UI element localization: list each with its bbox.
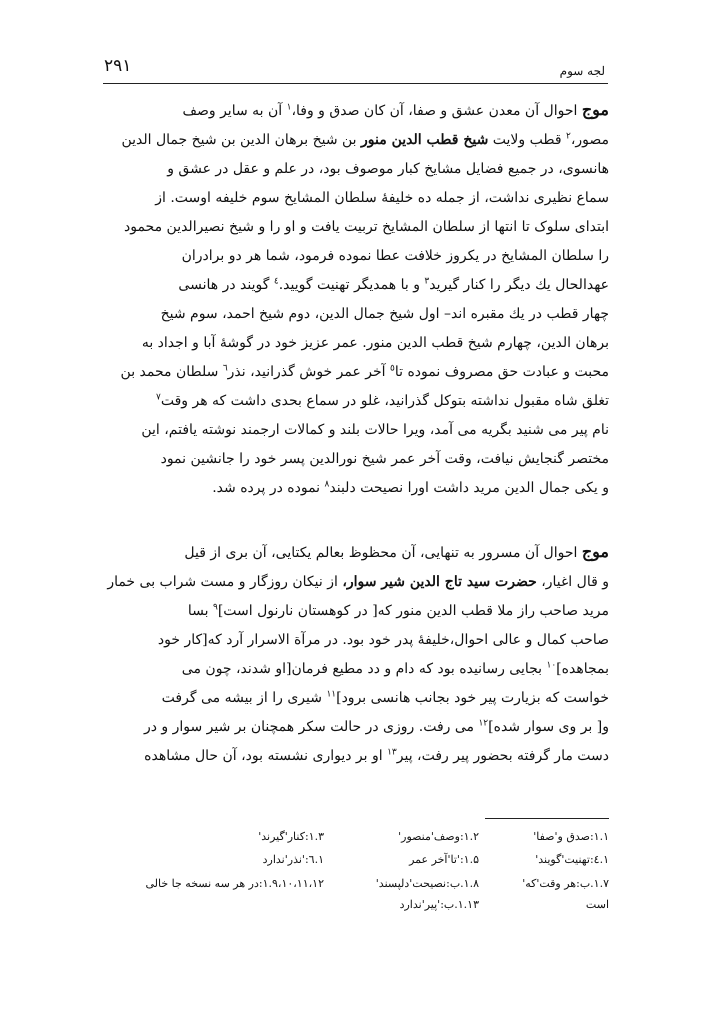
text-run: شیری را از بیشه می گرفت bbox=[161, 690, 327, 706]
text-run: دست مار گرفته بحضور پیر رفت، پیر bbox=[396, 748, 609, 764]
text-line bbox=[103, 416, 609, 445]
footnote-marker: ١١ bbox=[326, 689, 337, 700]
text-run: گویند در هانسی bbox=[178, 277, 274, 293]
footnote-entry: ۱.۲:وصف'منصور' bbox=[398, 830, 479, 843]
text-line bbox=[103, 329, 609, 358]
footnote-marker: ٤ bbox=[273, 276, 279, 287]
footnote-entry: ۱.۸.ب:نصیحت'دلپسند' bbox=[375, 877, 479, 890]
paragraph-2 bbox=[103, 537, 609, 771]
text-run: نام پیر می شنید بگریه می آمد، ویرا حالات بلند و کمالات ارجمند نوشته یافتم، این bbox=[141, 422, 609, 438]
footnote-entry: ۱.۹،۱۰،۱۱،۱۲:در هر سه نسخه جا خالی bbox=[145, 877, 324, 890]
text-run: سماع نظیری نداشت، از جمله ده خلیفهٔ سلطان المشایخ سوم خلیفه اوست. از bbox=[155, 190, 609, 206]
text-line bbox=[103, 95, 609, 126]
footnote-entry: ۱.۱۳.ب:'پیر'ندارد bbox=[399, 898, 479, 911]
text-run: احوال آن مسرور به تنهایی، آن محظوظ بعالم یکتایی، آن بری از قیل bbox=[184, 545, 582, 561]
footnote-row bbox=[103, 830, 609, 843]
text-line bbox=[103, 300, 609, 329]
text-line bbox=[103, 597, 609, 626]
text-run: عهدالحال یك دیگر را کنار گیرید bbox=[429, 277, 609, 293]
text-line bbox=[103, 713, 609, 742]
text-line bbox=[103, 474, 609, 503]
text-line bbox=[103, 655, 609, 684]
text-run: و یکی جمال الدین مرید داشت اورا نصیحت دلبند bbox=[329, 480, 609, 496]
paragraph-1 bbox=[103, 95, 609, 503]
text-run: قطب ولایت bbox=[488, 132, 566, 148]
footnote-marker: ٧ bbox=[155, 392, 161, 403]
text-line bbox=[103, 742, 609, 771]
text-run: آن به سایر وصف bbox=[182, 103, 287, 119]
footnote-entry: ۱.۵:'تا'آخر عمر bbox=[409, 853, 479, 866]
text-run: بجایی رسانیده بود که دام و دد مطیع فرمان[او شدند، چون می bbox=[181, 661, 547, 677]
footnote-marker: ١٢ bbox=[478, 718, 489, 729]
text-run: احوال آن معدن عشق و صفا، آن کان صدق و وفا، bbox=[291, 103, 582, 119]
text-run: چهار قطب در یك مقبره اند– اول شیخ جمال الدین، دوم شیخ احمد، سوم شیخ bbox=[160, 306, 609, 322]
text-run: مرید صاحب راز ملا قطب الدین منور که[ در کوهستان نارنول است] bbox=[217, 603, 609, 619]
footnote-entry: ۱.٦:'نذر'ندارد bbox=[262, 853, 324, 866]
text-run: آخر عمر خوش گذرانید، نذر bbox=[227, 364, 390, 380]
text-run: نموده در پرده شد. bbox=[212, 480, 325, 496]
footnote-row bbox=[103, 853, 609, 866]
text-run: و[ بر وی سوار شده] bbox=[488, 719, 609, 735]
section-keyword: موج bbox=[581, 542, 609, 561]
person-name: حضرت سید تاج الدین شیر سوار، bbox=[342, 574, 537, 590]
text-line bbox=[103, 537, 609, 568]
text-run: می رفت. روزی در حالت سکر همچنان بر شیر سوار و در bbox=[143, 719, 479, 735]
footnote-marker: ١٠ bbox=[546, 660, 557, 671]
footnote-entry: است bbox=[585, 898, 609, 911]
text-run: برهان الدین، چهارم شیخ قطب الدین منور. عمر عزیز خود در گوشهٔ آبا و اجداد به bbox=[141, 335, 609, 351]
text-line bbox=[103, 626, 609, 655]
text-line bbox=[103, 126, 609, 155]
text-run: بن شیخ برهان الدین بن شیخ جمال الدین bbox=[121, 132, 362, 148]
text-run: را سلطان المشایخ در یکروز خلافت عطا نموده فرمود، شما هر دو برادران bbox=[181, 248, 609, 264]
text-line bbox=[103, 184, 609, 213]
text-line bbox=[103, 568, 609, 597]
footnote-marker: ٢ bbox=[566, 131, 571, 142]
running-header: لجه سوم bbox=[559, 64, 605, 78]
text-run: ابتدای سلوک تا انتها از سلطان المشایخ تربیت یافت و او را و شیخ نصیرالدین محمود bbox=[123, 219, 609, 235]
footnote-marker: ٩ bbox=[212, 602, 218, 613]
text-run: بسا bbox=[187, 603, 213, 619]
text-line bbox=[103, 242, 609, 271]
footnote-marker: ١٣ bbox=[387, 747, 397, 758]
text-run: صاحب کمال و عالی احوال،خلیفهٔ پدر خود بود. در مرآة الاسرار آرد که[کار خود bbox=[157, 632, 609, 648]
text-run: محبت و عبادت حق مصروف نموده تا bbox=[394, 364, 609, 380]
text-run: مصور، bbox=[570, 132, 609, 148]
text-run: او بر دیواری نشسته بود، آن حال مشاهده bbox=[144, 748, 388, 764]
footnote-entry: ۱.۷.ب:هر وقت'که' bbox=[522, 877, 609, 890]
text-run: و قال اغیار، bbox=[536, 574, 609, 590]
footnote-marker: ١ bbox=[286, 102, 292, 113]
footnote-entry: ۱.۱:صدق و'صفا' bbox=[533, 830, 609, 843]
text-line bbox=[103, 213, 609, 242]
footnote-entry: ۱.٤:تهنیت'گویند' bbox=[535, 853, 609, 866]
footnote-marker: ٦ bbox=[222, 363, 228, 374]
text-line bbox=[103, 271, 609, 300]
header-rule bbox=[103, 83, 608, 84]
section-keyword: موج bbox=[581, 100, 609, 119]
text-run: مختصر گنجایش نیافت، وقت آخر عمر شیخ نورالدین پسر خود را جانشین نمود bbox=[160, 451, 609, 467]
text-run: خواست که بزیارت پیر خود بجانب هانسی برود] bbox=[336, 690, 609, 706]
footnote-rule bbox=[485, 818, 609, 819]
text-line bbox=[103, 684, 609, 713]
footnote-entry bbox=[103, 898, 324, 911]
text-run: هانسوی، در جمیع فضایل مشایخ کبار موصوف بود، در علم و عقل در عشق و bbox=[167, 161, 609, 177]
text-line bbox=[103, 155, 609, 184]
person-name: شیخ قطب الدین منور bbox=[361, 132, 489, 148]
footnote-marker: ٨ bbox=[324, 479, 330, 490]
text-run: از نیکان روزگار و مست شراب بی خمار bbox=[107, 574, 343, 590]
footnote-row bbox=[103, 877, 609, 890]
footnote-marker: ٥ bbox=[390, 363, 395, 374]
text-line bbox=[103, 445, 609, 474]
text-line bbox=[103, 358, 609, 387]
footnote-marker: ٣ bbox=[424, 276, 430, 287]
text-run: بمجاهده] bbox=[556, 661, 609, 677]
text-run: تغلق شاه مقبول نداشته بتوکل گذرانید، غلو در سماع بحدی داشت که هر وقت bbox=[160, 393, 609, 409]
page-number: ۲۹۱ bbox=[104, 56, 132, 76]
footnote-entry: ۱.۳:کنار'گیرند' bbox=[258, 830, 324, 843]
footnote-row bbox=[103, 898, 609, 911]
text-line bbox=[103, 387, 609, 416]
text-run: سلطان محمد بن bbox=[120, 364, 223, 380]
text-run: و با همدیگر تهنیت گویید. bbox=[278, 277, 425, 293]
